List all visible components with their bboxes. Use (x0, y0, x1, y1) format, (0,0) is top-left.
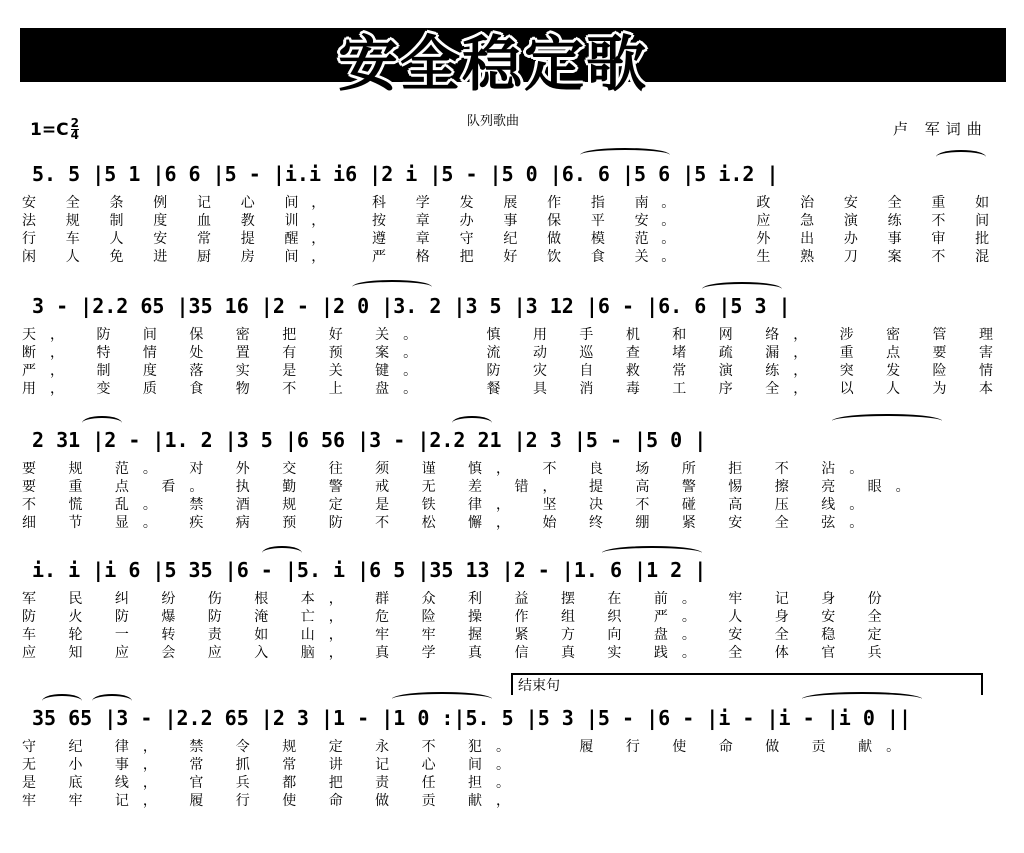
lyric-line-2: 法 规 制 度 血 教 训， 按 章 办 事 保 平 安。 应 急 演 练 不 间 (22, 213, 1002, 229)
lyric-line-3: 是 底 线， 官 兵 都 把 责 任 担。 (22, 775, 525, 791)
lyric-line-3: 车 轮 一 转 责 如 山， 牢 牢 握 紧 方 向 盘。 安 全 稳 定 (22, 627, 896, 643)
time-signature (71, 118, 79, 141)
notation-line: 35 65 |3 - |2.2 65 |2 3 |1 - |1 0 :|5. 5 |5 3 |5 - |6 - |i - |i - |i 0 || (32, 706, 911, 730)
lyric-line-2: 断， 特 情 处 置 有 预 案。 流 动 巡 查 堵 疏 漏， 重 点 要 害 (22, 345, 1008, 361)
slur (702, 282, 782, 296)
song-title: 安全稳定歌 (338, 30, 648, 100)
notation-line: i. i |i 6 |5 35 |6 - |5. i |6 5 |35 13 |2 - |1. 6 |1 2 | (32, 558, 707, 582)
lyric-line-3: 行 车 人 安 常 提 醒， 遵 章 守 纪 做 模 范。 外 出 办 事 审 批 (22, 231, 1002, 247)
lyric-line-1: 要 规 范。 对 外 交 往 须 谨 慎， 不 良 场 所 拒 不 沾。 (22, 461, 878, 477)
slur (82, 416, 122, 430)
notation-line: 3 - |2.2 65 |35 16 |2 - |2 0 |3. 2 |3 5 |3 12 |6 - |6. 6 |5 3 | (32, 294, 791, 318)
lyric-line-1: 天， 防 间 保 密 把 好 关。 慎 用 手 机 和 网 络， 涉 密 管 理 (22, 327, 1008, 343)
slur (262, 546, 302, 560)
time-denominator: 4 (70, 128, 79, 142)
lyric-line-4: 牢 牢 记， 履 行 使 命 做 贡 献， (22, 793, 525, 809)
lyric-line-2: 防 火 防 爆 防 淹 亡， 危 险 操 作 组 织 严。 人 身 安 全 (22, 609, 896, 625)
lyric-line-4: 应 知 应 会 应 入 脑， 真 学 真 信 真 实 践。 全 体 官 兵 (22, 645, 896, 661)
lyric-line-1: 安 全 条 例 记 心 间， 科 学 发 展 作 指 南。 政 治 安 全 重 如 (22, 195, 1002, 211)
lyric-line-4: 用， 变 质 食 物 不 上 盘。 餐 具 消 毒 工 序 全， 以 人 为 本 (22, 381, 1008, 397)
slur (936, 150, 986, 164)
ending-bracket (511, 673, 983, 695)
song-credit: 卢 军词曲 (893, 120, 988, 138)
lyric-line-4: 闲 人 免 进 厨 房 间， 严 格 把 好 饮 食 关。 生 熟 刀 案 不 混 (22, 249, 1002, 265)
ending-label: 结束句 (518, 678, 560, 694)
slur (352, 280, 432, 294)
slur (580, 148, 670, 162)
notation-line: 5. 5 |5 1 |6 6 |5 - |i.i i6 |2 i |5 - |5 0 |6. 6 |5 6 |5 i.2 | (32, 162, 779, 186)
time-numerator: 2 (70, 116, 79, 130)
key-label: 1=C (30, 119, 69, 140)
lyric-line-1: 军 民 纠 纷 伤 根 本， 群 众 利 益 摆 在 前。 牢 记 身 份 (22, 591, 896, 607)
slur (92, 694, 132, 708)
lyric-line-3: 不 慌 乱。 禁 酒 规 定 是 铁 律， 坚 决 不 碰 高 压 线。 (22, 497, 878, 513)
slur (392, 692, 492, 706)
slur (602, 546, 702, 560)
slur (452, 416, 492, 430)
slur (802, 692, 922, 706)
notation-line: 2 31 |2 - |1. 2 |3 5 |6 56 |3 - |2.2 21 |2 3 |5 - |5 0 | (32, 428, 707, 452)
lyric-line-4: 细 节 显。 疾 病 预 防 不 松 懈， 始 终 绷 紧 安 全 弦。 (22, 515, 878, 531)
slur (832, 414, 942, 428)
lyric-line-2: 要 重 点 看。 执 勤 警 戒 无 差 错， 提 高 警 惕 擦 亮 眼。 (22, 479, 924, 495)
lyric-line-3: 严， 制 度 落 实 是 关 键。 防 灾 自 救 常 演 练， 突 发 险 情 (22, 363, 1008, 379)
song-subtitle: 队列歌曲 (467, 114, 520, 129)
key-signature (30, 118, 79, 141)
lyric-line-1: 守 纪 律， 禁 令 规 定 永 不 犯。 履 行 使 命 做 贡 献。 (22, 739, 915, 755)
slur (42, 694, 82, 708)
lyric-line-2: 无 小 事， 常 抓 常 讲 记 心 间。 (22, 757, 525, 773)
